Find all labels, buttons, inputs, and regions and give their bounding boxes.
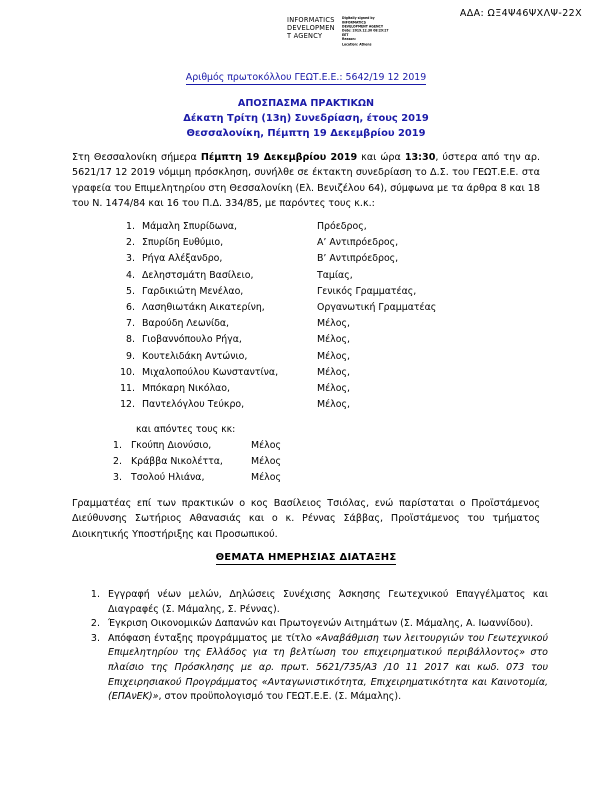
- signature-line-1: Digitally signed by: [342, 16, 375, 21]
- absent-name: Τσολού Ηλιάνα,: [131, 472, 205, 484]
- document-title-block: [0, 96, 612, 141]
- attendee-role: Α’ Αντιπρόεδρος,: [317, 237, 399, 249]
- attendee-role: Μέλος,: [317, 366, 350, 378]
- absent-role: Μέλος: [251, 472, 281, 484]
- session-subtitle: Δέκατη Τρίτη (13η) Συνεδρίαση, έτους 2019: [183, 113, 429, 124]
- list-item: [104, 472, 281, 488]
- ada-code: ΑΔΑ: ΩΞ4Ψ46ΨΧΛΨ-22Χ: [459, 8, 582, 19]
- attendee-number: 1.: [126, 221, 135, 232]
- attendee-role: Β’ Αντιπρόεδρος,: [317, 253, 399, 265]
- agenda-segment: , στον προϋπολογισμό του ΓΕΩΤ.Ε.Ε. (Σ. Μάμαλης).: [158, 691, 402, 703]
- attendee-name: Μιχαλοπούλου Κωνσταντίνα,: [142, 366, 279, 378]
- list-item: [113, 367, 436, 383]
- intro-paragraph: [72, 150, 540, 211]
- intro-part-2: και ώρα: [357, 152, 405, 163]
- attendee-name: Μάμαλη Σπυρίδωνα,: [142, 221, 237, 232]
- agenda-segment-italic: «Αναβάθμιση των λειτουργιών του Γεωτεχνικού Επιμελητηρίου της Ελλάδος για τη βελτίωση του επιχειρηματικού περιβάλλοντος» στο πλαίσιο της Πρόσκλησης με αρ. πρωτ. 5621/735/Α3 /10 11 2017 και κωδ. 073 του Επιχειρησιακού Προγράμματος «Ανταγωνιστικότητα, Επιχειρηματικότητα και Καινοτομία, (ΕΠΑνΕΚ)»: [108, 632, 548, 703]
- list-item: [113, 221, 436, 237]
- logo-line-3: T AGENCY: [287, 32, 323, 41]
- attendee-name: Ρήγα Αλέξανδρο,: [142, 253, 223, 265]
- logo-line-1: INFORMATICS: [287, 16, 335, 24]
- agency-logo-text: [287, 16, 339, 40]
- signature-line-2: INFORMATICS: [342, 20, 366, 25]
- attendee-role: Μέλος,: [317, 334, 350, 346]
- attendee-number: 9.: [126, 350, 135, 362]
- list-item: [113, 286, 436, 302]
- list-item: [113, 399, 436, 415]
- attendee-name: Παντελόγλου Τεύκρο,: [142, 399, 245, 411]
- attendee-name: Βαρούδη Λεωνίδα,: [142, 318, 230, 330]
- list-item: [113, 351, 436, 367]
- attendee-name: Γαρδικιώτη Μενέλαο,: [142, 285, 244, 297]
- signature-line-3: DEVELOPMENT AGENCY: [342, 24, 384, 29]
- absent-number: 3.: [113, 472, 122, 484]
- agenda-item-number: 1.: [90, 589, 100, 600]
- attendee-number: 3.: [126, 253, 135, 265]
- absent-role: Μέλος: [251, 456, 281, 468]
- absent-name: Κράββα Νικολέττα,: [131, 456, 223, 468]
- attendee-name: Δεληστσμάτη Βασίλειο,: [142, 269, 254, 281]
- attendee-role: Οργανωτική Γραμματέας: [317, 301, 437, 313]
- attendee-number: 8.: [126, 334, 135, 346]
- absent-role: Μέλος: [251, 440, 281, 451]
- agenda-items-list: [78, 588, 548, 705]
- attendee-role: Πρόεδρος,: [317, 221, 367, 232]
- agenda-item-text: [108, 632, 548, 705]
- attendee-role: Μέλος,: [317, 318, 350, 330]
- attendee-name: Κουτελιδάκη Αντώνιο,: [142, 350, 248, 362]
- signature-line-7: Location: Athens: [342, 41, 372, 46]
- attendee-number: 10.: [120, 366, 135, 378]
- page-title: ΑΠΟΣΠΑΣΜΑ ΠΡΑΚΤΙΚΩΝ: [237, 98, 375, 109]
- protocol-number-line: [0, 72, 612, 83]
- signature-line-6: Reason:: [342, 37, 356, 42]
- list-item: [78, 588, 548, 617]
- list-item: [113, 253, 436, 269]
- attendee-name: Λασηθιωτάκη Αικατερίνη,: [142, 301, 265, 313]
- informatics-development-agency-stamp: [287, 16, 398, 45]
- signature-line-5: EET: [342, 33, 349, 38]
- list-item: [113, 334, 436, 350]
- attendee-number: 5.: [126, 285, 135, 297]
- logo-line-2: DEVELOPMEN: [287, 24, 335, 33]
- attendee-role: Μέλος,: [317, 399, 350, 411]
- list-item: [104, 440, 281, 456]
- attendees-list: [113, 221, 436, 415]
- attendee-number: 7.: [126, 318, 135, 330]
- attendee-role: Μέλος,: [317, 382, 350, 394]
- intro-part-3: , ύστερα από την αρ. 5621/17 12 2019 νόμιμη πρόσκληση, συνήλθε σε έκτακτη συνεδρίαση το Δ.Σ. του ΓΕΩΤ.Ε.Ε. στα γραφεία του Επιμελητηρίου στη Θεσσαλονίκη (Ελ. Βενιζέλου 64), σύμφωνα με τα άρθρα 8 και 18 του Ν. 1474/84 και 16 του Π.Δ. 334/85, με παρόντες τους κ.κ.:: [72, 152, 540, 209]
- agenda-item-number: 2.: [90, 618, 100, 630]
- absent-name: Γκούπη Διονύσιο,: [131, 440, 212, 451]
- list-item: [113, 318, 436, 334]
- list-item: [113, 270, 436, 286]
- absent-number: 1.: [113, 440, 122, 451]
- attendee-number: 12.: [120, 399, 135, 411]
- agenda-segment: Έγκριση Οικονομικών Δαπανών και Πρωτογενών Αιτημάτων (Σ. Μάμαλης, Α. Ιωαννίδου).: [108, 618, 534, 630]
- agenda-item-text: [108, 588, 548, 617]
- attendee-role: Μέλος,: [317, 350, 350, 362]
- attendee-role: Ταμίας,: [317, 269, 353, 281]
- agenda-item-text: [108, 617, 548, 632]
- signature-line-4: Date: 2019.12.30 08:29:27: [342, 28, 389, 34]
- attendee-name: Σπυρίδη Ευθύμιο,: [142, 237, 224, 249]
- list-item: [104, 456, 281, 472]
- list-item: [113, 383, 436, 399]
- secretary-paragraph: Γραμματέας επί των πρακτικών ο κος Βασίλειος Τσιόλας, ενώ παρίσταται ο Προϊστάμενος Διεύθυνσης Σωτήριος Αθανασιάς και ο κ. Ρέννας Σάββας, Προϊστάμενος του τμήματος Διοικητικής Υποστήριξης και Προσωπικού.: [72, 498, 540, 540]
- agenda-heading: [0, 552, 612, 563]
- agenda-segment: Απόφαση ένταξης προγράμματος με τίτλο: [108, 632, 316, 644]
- intro-bold-time: 13:30: [404, 152, 436, 163]
- agenda-heading-text: ΘΕΜΑΤΑ ΗΜΕΡΗΣΙΑΣ ΔΙΑΤΑΞΗΣ: [215, 552, 397, 563]
- intro-bold-date: Πέμπτη 19 Δεκεμβρίου 2019: [200, 152, 358, 163]
- attendee-name: Μπόκαρη Νικόλαο,: [142, 382, 230, 394]
- attendee-name: Γιοβαννόπουλο Ρήγα,: [142, 334, 242, 346]
- list-item: [78, 617, 548, 632]
- attendee-role: Γενικός Γραμματέας,: [317, 285, 417, 297]
- attendee-number: 2.: [126, 237, 135, 249]
- absent-members-label: και απόντες τους κκ:: [136, 424, 236, 435]
- agenda-segment: Εγγραφή νέων μελών, Δηλώσεις Συνέχισης Άσκησης Γεωτεχνικού Επαγγέλματος και Διαγραφές (Σ. Μάμαλης, Σ. Ρέννας).: [108, 589, 548, 615]
- agenda-item-number: 3.: [90, 632, 100, 644]
- intro-part-1: Στη Θεσσαλονίκη σήμερα: [72, 152, 201, 163]
- list-item: [113, 302, 436, 318]
- attendee-number: 4.: [126, 269, 135, 281]
- digital-signature-details: [342, 16, 398, 46]
- absent-number: 2.: [113, 456, 122, 468]
- absent-members-list: [104, 440, 281, 489]
- list-item: [113, 237, 436, 253]
- attendee-number: 11.: [120, 382, 135, 394]
- protocol-number-text: Αριθμός πρωτοκόλλου ΓΕΩΤ.Ε.Ε.: 5642/19 12 2019: [185, 72, 427, 83]
- session-location-date: Θεσσαλονίκη, Πέμπτη 19 Δεκεμβρίου 2019: [186, 128, 426, 139]
- list-item: [78, 632, 548, 705]
- attendee-number: 6.: [126, 301, 135, 313]
